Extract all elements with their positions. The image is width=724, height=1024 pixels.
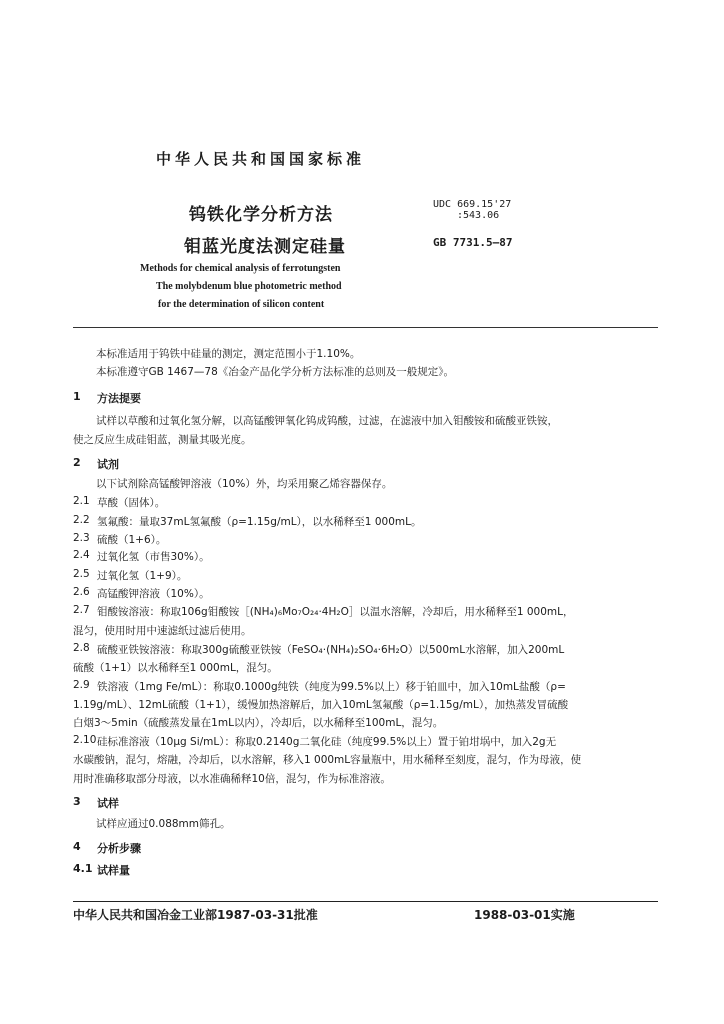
section-4-1-title: 试样量 [97, 864, 130, 877]
document-title-line2: 钼蓝光度法测定硅量 [184, 237, 346, 257]
section-4-number: 4 [73, 840, 81, 853]
section-4-1-number: 4.1 [73, 862, 93, 875]
effective-date: 1988-03-01实施 [474, 908, 575, 922]
reagent-2-10-line2: 水碳酸钠，混匀，熔融，冷却后，以水溶解，移入1 000mL容量瓶中，用水稀释至刻度，混匀，作为母液，使 [73, 754, 582, 766]
section-4-title: 分析步骤 [97, 842, 141, 855]
reagent-number: 2.2 [73, 514, 90, 526]
compliance-paragraph: 本标准遵守GB 1467—78《冶金产品化学分析方法标准的总则及一般规定》。 [96, 366, 455, 378]
section-3-number: 3 [73, 795, 81, 808]
english-title-line1: Methods for chemical analysis of ferrotungsten [140, 263, 341, 274]
section-1-number: 1 [73, 390, 81, 403]
reagent-2-10-line1: 硅标准溶液（10μg Si/mL）：称取0.2140g二氧化硅（纯度99.5%以上）置于铂坩埚中，加入2g无 [97, 736, 557, 748]
reagent-2-9-line2: 1.19g/mL）、12mL硫酸（1+1），缓慢加热溶解后，加入10mL氢氟酸（ρ=1.15g/mL），加热蒸发冒硫酸 [73, 699, 569, 711]
section-2-intro: 以下试剂除高锰酸钾溶液（10%）外，均采用聚乙烯容器保存。 [96, 478, 393, 490]
issuing-organization: 中华人民共和国国家标准 [156, 150, 366, 168]
reagent-2-8-line1: 硫酸亚铁铵溶液：称取300g硫酸亚铁铵（FeSO₄·(NH₄)₂SO₄·6H₂O）以500mL水溶解，加入200mL [97, 644, 565, 656]
reagent-2-9-line3: 白烟3～5min（硫酸蒸发量在1mL以内），冷却后，以水稀释至100mL，混匀。 [73, 717, 444, 729]
reagent-2-8-line2: 硫酸（1+1）以水稀释至1 000mL，混匀。 [73, 662, 278, 674]
section-3-text: 试样应通过0.088mm筛孔。 [96, 818, 231, 830]
reagent-text: 氢氟酸：量取37mL氢氟酸（ρ=1.15g/mL），以水稀释至1 000mL。 [97, 516, 422, 528]
section-2-title: 试剂 [97, 458, 119, 471]
reagent-number: 2.3 [73, 532, 90, 544]
reagent-2-9-line1: 铁溶液（1mg Fe/mL）：称取0.1000g纯铁（纯度为99.5%以上）移于铂皿中，加入10mL盐酸（ρ= [97, 681, 566, 693]
header-divider [73, 327, 658, 328]
english-title-line3: for the determination of silicon content [158, 299, 325, 310]
reagent-2-7-line2: 混匀，使用时用中速滤纸过滤后使用。 [73, 625, 252, 637]
reagent-2-10-line3: 用时准确移取部分母液，以水准确稀释10倍，混匀，作为标准溶液。 [73, 773, 391, 785]
reagent-number: 2.5 [73, 568, 90, 580]
standard-number: GB 7731.5—87 [433, 236, 513, 249]
section-1-text-line2: 使之反应生成硅钼蓝，测量其吸光度。 [73, 434, 252, 446]
approval-statement: 中华人民共和国冶金工业部1987-03-31批准 [73, 908, 318, 922]
reagent-2-10-number: 2.10 [73, 734, 97, 746]
udc-code-line1: UDC 669.15'27 [433, 199, 512, 210]
reagent-2-7-number: 2.7 [73, 604, 90, 616]
section-1-title: 方法提要 [97, 392, 141, 405]
reagent-2-7-line1: 钼酸铵溶液：称取106g钼酸铵［(NH₄)₆Mo₇O₂₄·4H₂O］以温水溶解，冷却后，用水稀释至1 000mL， [97, 606, 574, 618]
reagent-text: 草酸（固体）。 [97, 497, 166, 509]
reagent-text: 过氧化氢（市售30%）。 [97, 551, 210, 563]
english-title-line2: The molybdenum blue photometric method [156, 281, 342, 292]
scope-paragraph: 本标准适用于钨铁中硅量的测定，测定范围小于1.10%。 [96, 348, 361, 360]
reagent-number: 2.1 [73, 495, 90, 507]
footer-divider [73, 901, 658, 902]
reagent-2-9-number: 2.9 [73, 679, 90, 691]
section-2-number: 2 [73, 456, 81, 469]
reagent-number: 2.6 [73, 586, 90, 598]
document-title-line1: 钨铁化学分析方法 [189, 205, 333, 225]
section-1-text-line1: 试样以草酸和过氧化氢分解，以高锰酸钾氧化钨成钨酸，过滤，在滤液中加入钼酸铵和硫酸亚铁铵， [96, 415, 558, 427]
reagent-text: 过氧化氢（1+9）。 [97, 570, 188, 582]
reagent-text: 高锰酸钾溶液（10%）。 [97, 588, 210, 600]
section-3-title: 试样 [97, 797, 119, 810]
reagent-2-8-number: 2.8 [73, 642, 90, 654]
reagent-number: 2.4 [73, 549, 90, 561]
reagent-text: 硫酸（1+6）。 [97, 534, 167, 546]
udc-code-line2: :543.06 [457, 210, 500, 221]
